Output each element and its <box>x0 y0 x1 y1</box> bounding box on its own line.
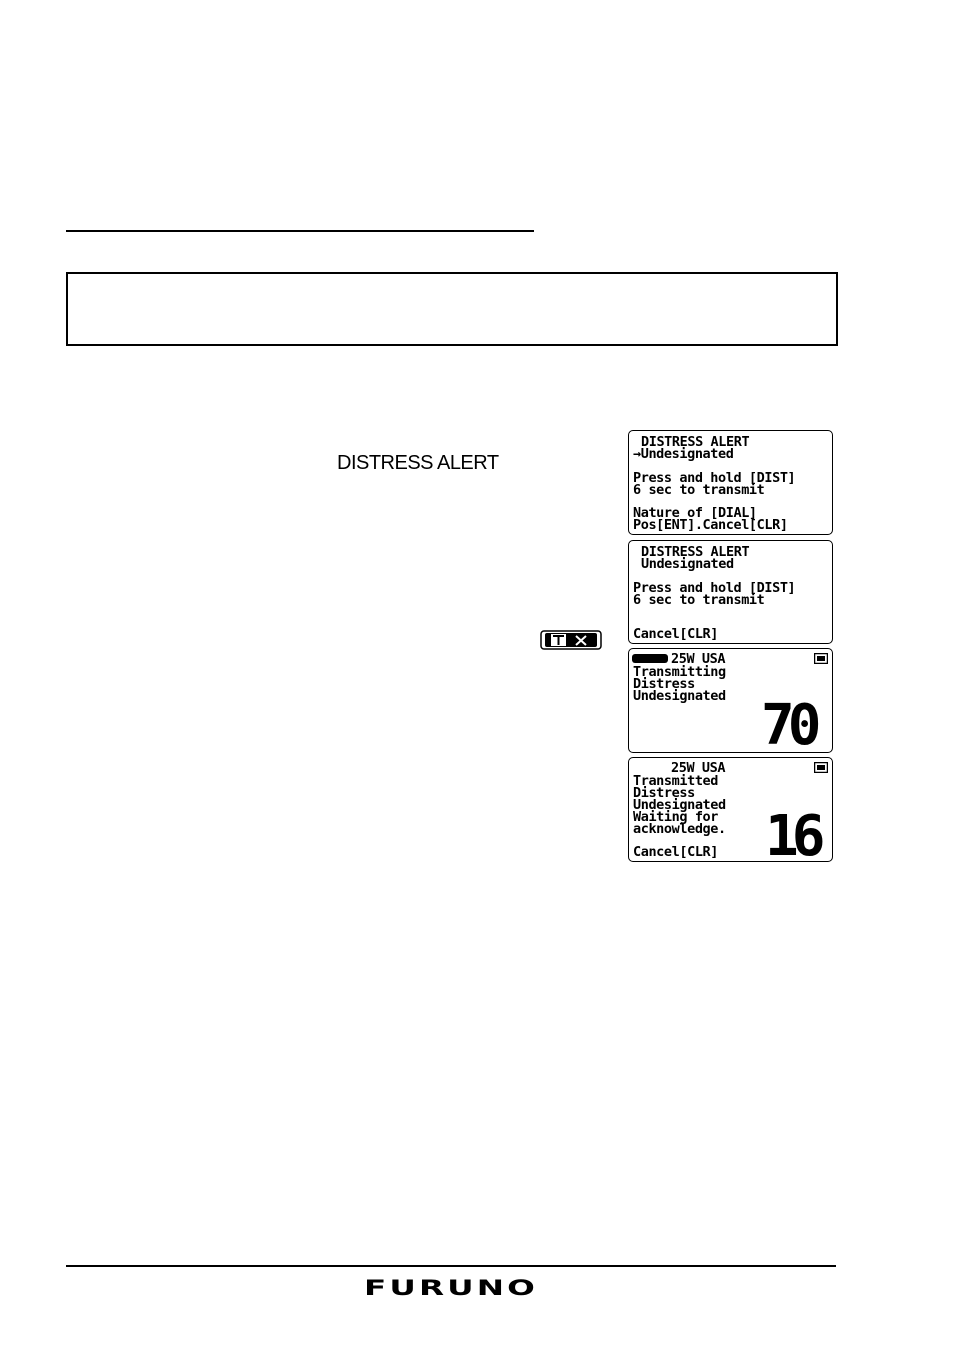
lcd-line: Nature of [DIAL] <box>633 505 757 521</box>
furuno-logo <box>363 1278 539 1298</box>
squelch-indicator-icon <box>814 653 828 664</box>
section-title-rule <box>66 230 534 232</box>
lcd-line: Undesignated <box>633 688 726 704</box>
lcd-line: DISTRESS ALERT <box>641 434 750 450</box>
lcd-line: Press and hold [DIST] <box>633 470 796 486</box>
lcd-line: Waiting for <box>633 809 719 825</box>
squelch-indicator-icon <box>814 762 828 773</box>
lcd-line: Distress <box>633 676 695 692</box>
lcd-screen-distress-confirm <box>628 540 833 644</box>
lcd-line: 6 sec to transmit <box>633 482 765 498</box>
lcd-line: Undesignated <box>633 797 726 813</box>
transmit-bar-icon <box>632 654 668 663</box>
distress-alert-label: DISTRESS ALERT <box>337 452 499 474</box>
svg-text:FURUNO: FURUNO <box>364 1278 538 1298</box>
note-box <box>66 272 838 346</box>
channel-number: 70 <box>761 693 815 753</box>
lcd-line: Cancel[CLR] <box>633 844 719 860</box>
lcd-status-line: 25W USA <box>671 651 726 667</box>
lcd-line: Undesignated <box>641 556 734 572</box>
lcd-line: Press and hold [DIST] <box>633 580 796 596</box>
lcd-line: Transmitting <box>633 664 726 680</box>
lcd-status-line: 25W USA <box>671 760 726 776</box>
transmit-key-icon <box>540 630 602 650</box>
lcd-line: →Undesignated <box>633 446 734 462</box>
lcd-screen-distress-menu <box>628 430 833 535</box>
channel-number: 16 <box>765 804 819 862</box>
lcd-screen-transmitted <box>628 757 833 862</box>
lcd-line: Transmitted <box>633 773 719 789</box>
lcd-line: Pos[ENT].Cancel[CLR] <box>633 517 788 533</box>
lcd-line: Cancel[CLR] <box>633 626 719 642</box>
lcd-line: Distress <box>633 785 695 801</box>
lcd-screen-transmitting <box>628 648 833 753</box>
lcd-line: acknowledge. <box>633 821 726 837</box>
footer-rule <box>66 1265 836 1267</box>
lcd-line: 6 sec to transmit <box>633 592 765 608</box>
lcd-line: DISTRESS ALERT <box>641 544 750 560</box>
